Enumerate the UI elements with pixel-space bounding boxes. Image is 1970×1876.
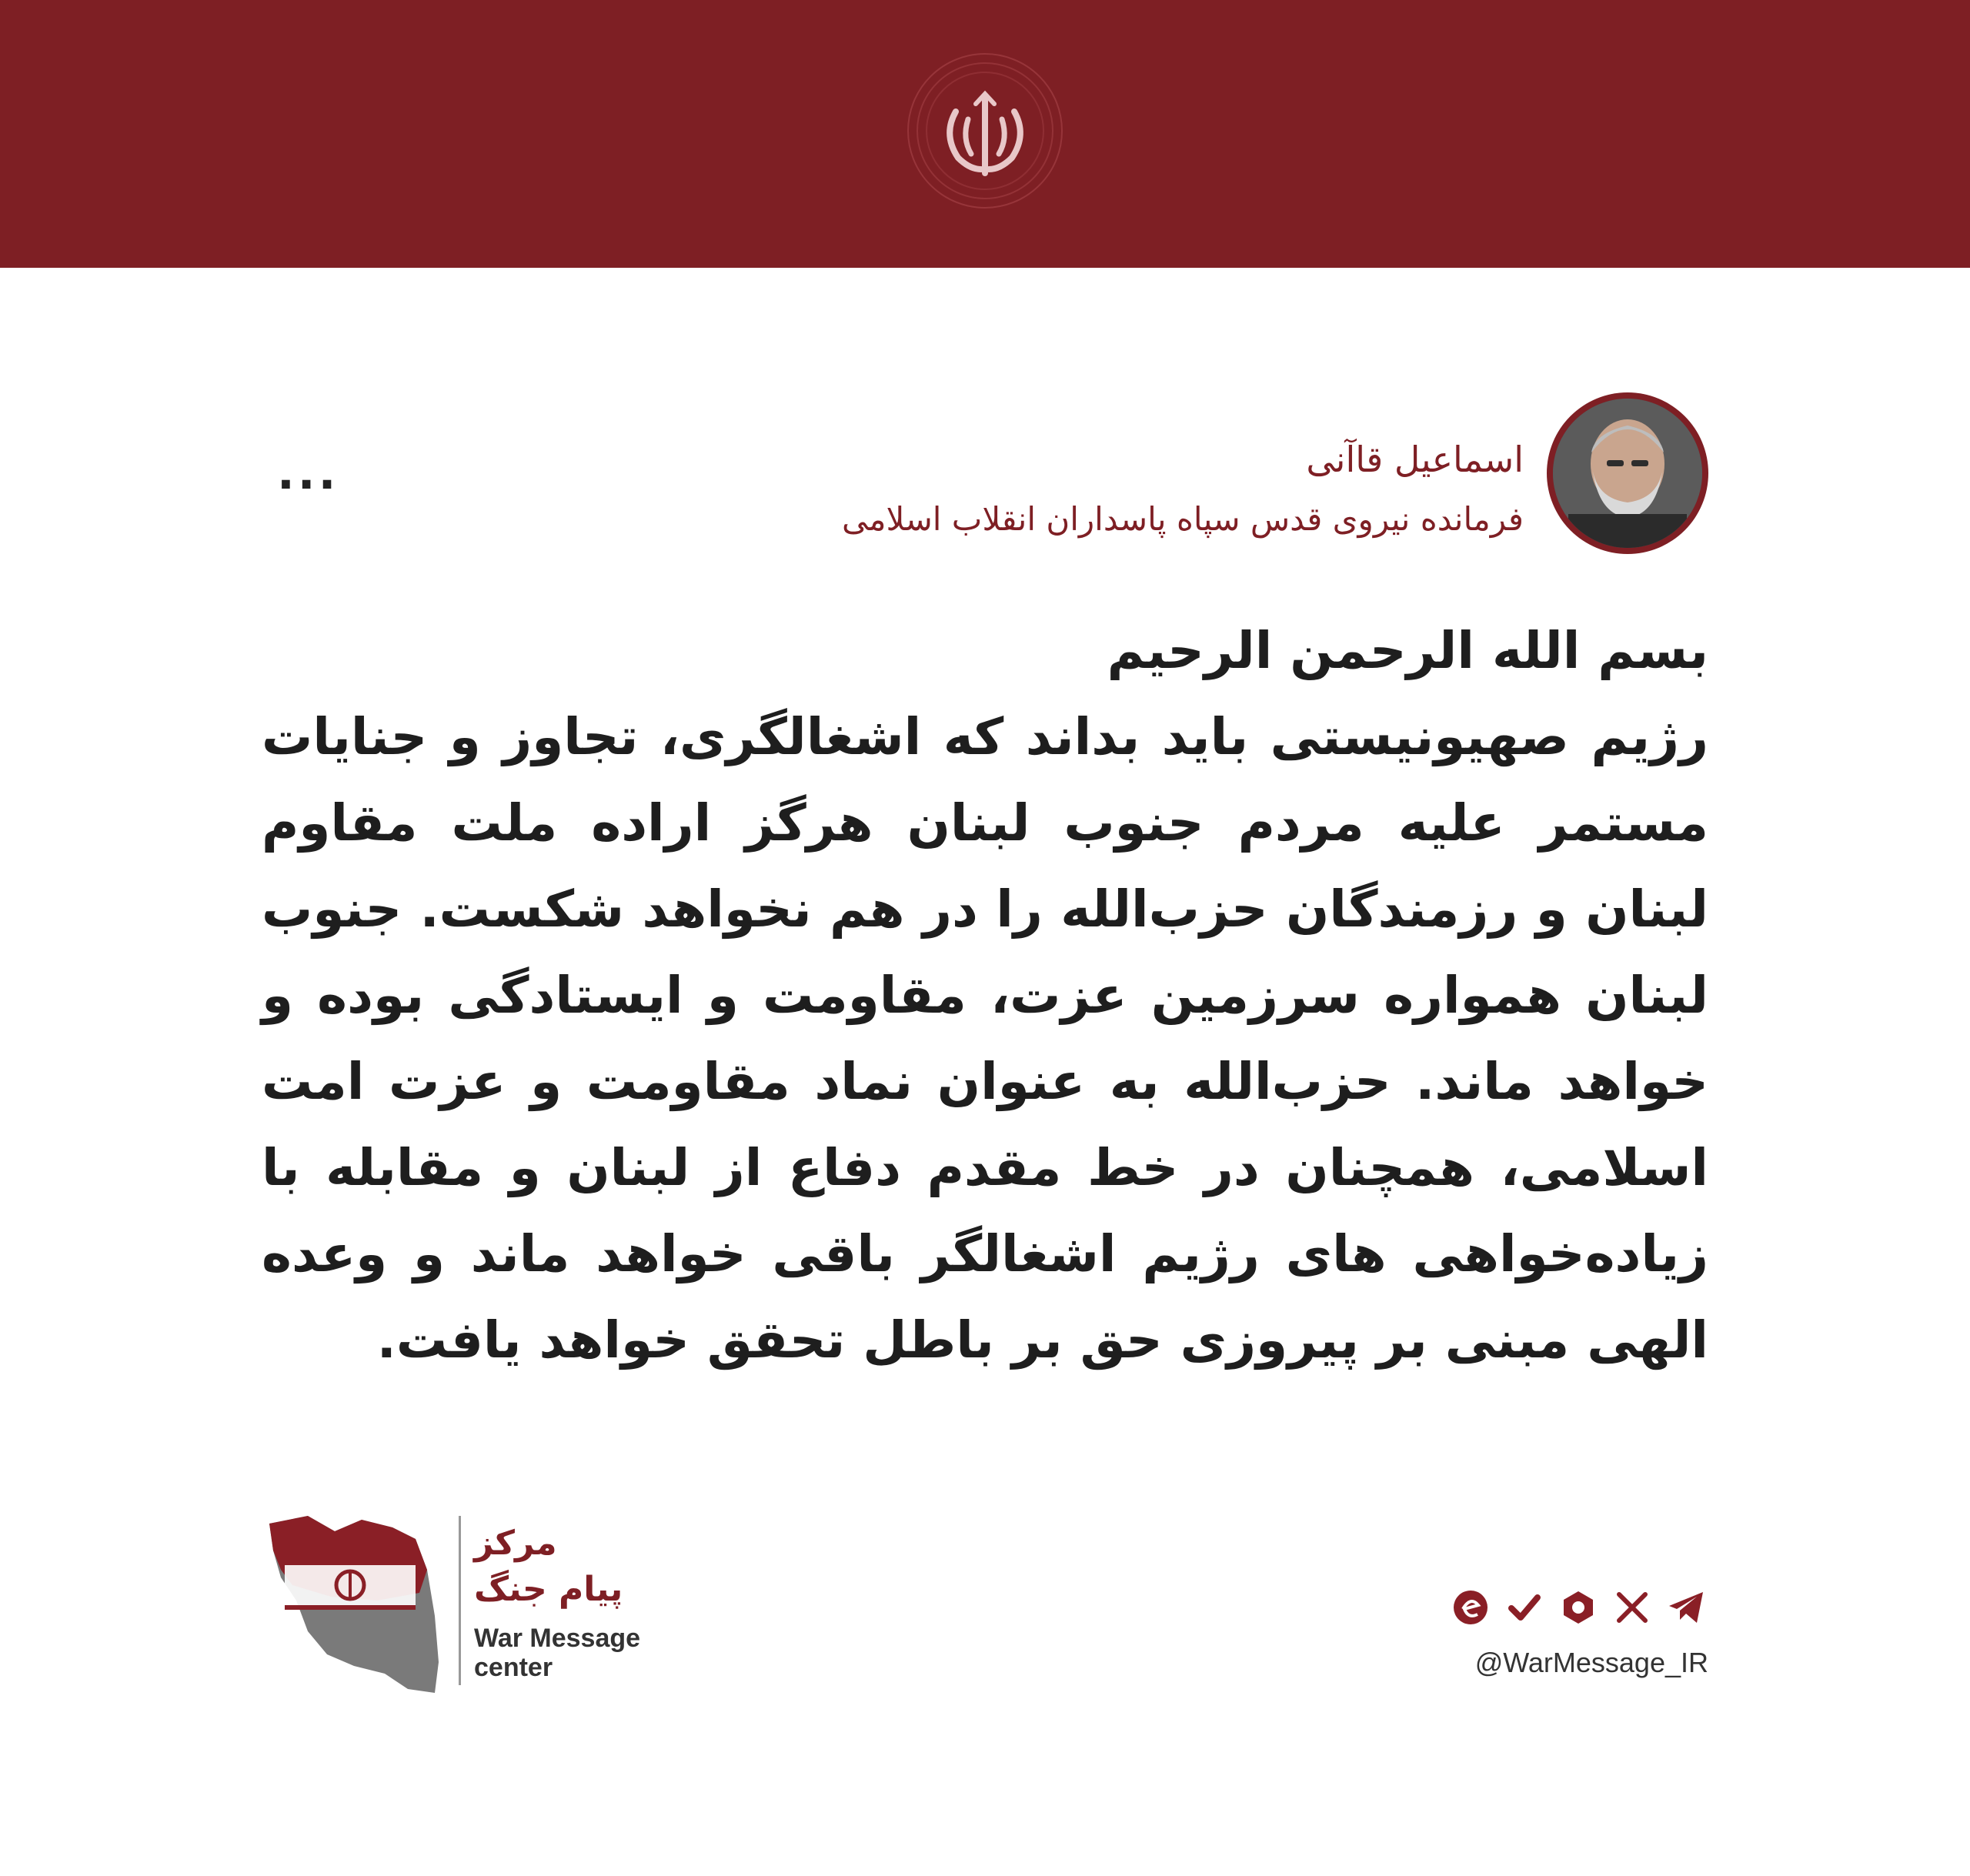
message-body	[262, 608, 1708, 1384]
social-links	[1447, 1585, 1708, 1685]
more-options-button[interactable]: ...	[277, 446, 339, 500]
brand-title-fa-1: مرکز	[474, 1524, 557, 1563]
social-icons-row	[1448, 1585, 1708, 1634]
message-paragraph: رژیم صهیونیستی باید بداند که اشغالگری، تجاوز و جنایات مستمر علیه مردم جنوب لبنان هرگز اراده ملت مقاوم لبنان و رزمندگان حزب‌الله را در هم نخواهد شکست. جنوب لبنان همواره سرزمین عزت، مقاومت و ایستادگی بوده و خواهد ماند. حزب‌الله به عنوان نماد مقاومت و عزت امت اسلامی، همچنان در خط مقدم دفاع از لبنان و مقابله با زیاده‌خواهی های رژیم اشغالگر باقی خواهد ماند و وعده الهی مبنی بر پیروزی حق بر باطل تحقق خواهد یافت.	[262, 707, 1708, 1370]
author-name: اسماعیل قاآنی	[1306, 439, 1524, 480]
brand-title-fa-2: پیام جنگ	[474, 1570, 623, 1609]
avatar	[1547, 392, 1708, 554]
brand-title-en-1: War Message	[474, 1624, 641, 1653]
rubika-icon[interactable]	[1556, 1585, 1601, 1630]
x-icon[interactable]	[1610, 1585, 1654, 1630]
brand-logo	[262, 1508, 662, 1701]
iran-emblem-icon	[900, 46, 1070, 215]
portrait-icon	[1553, 399, 1702, 548]
social-handle[interactable]: @WarMessage_IR	[1474, 1647, 1708, 1678]
message-opening: بسم الله الرحمن الرحیم	[1107, 621, 1708, 680]
header-banner	[0, 0, 1970, 268]
telegram-icon[interactable]	[1664, 1585, 1708, 1630]
eitaa-icon[interactable]	[1448, 1585, 1493, 1630]
brand-title-en-2: center	[474, 1653, 553, 1682]
brand-divider	[459, 1516, 461, 1685]
iran-map-icon	[262, 1508, 446, 1701]
message-card	[262, 377, 1708, 1531]
bale-icon[interactable]	[1502, 1585, 1547, 1630]
author-role: فرمانده نیروی قدس سپاه پاسداران انقلاب اسلامی	[842, 500, 1524, 538]
author-block	[262, 392, 1708, 593]
brand-title-en	[474, 1624, 640, 1682]
